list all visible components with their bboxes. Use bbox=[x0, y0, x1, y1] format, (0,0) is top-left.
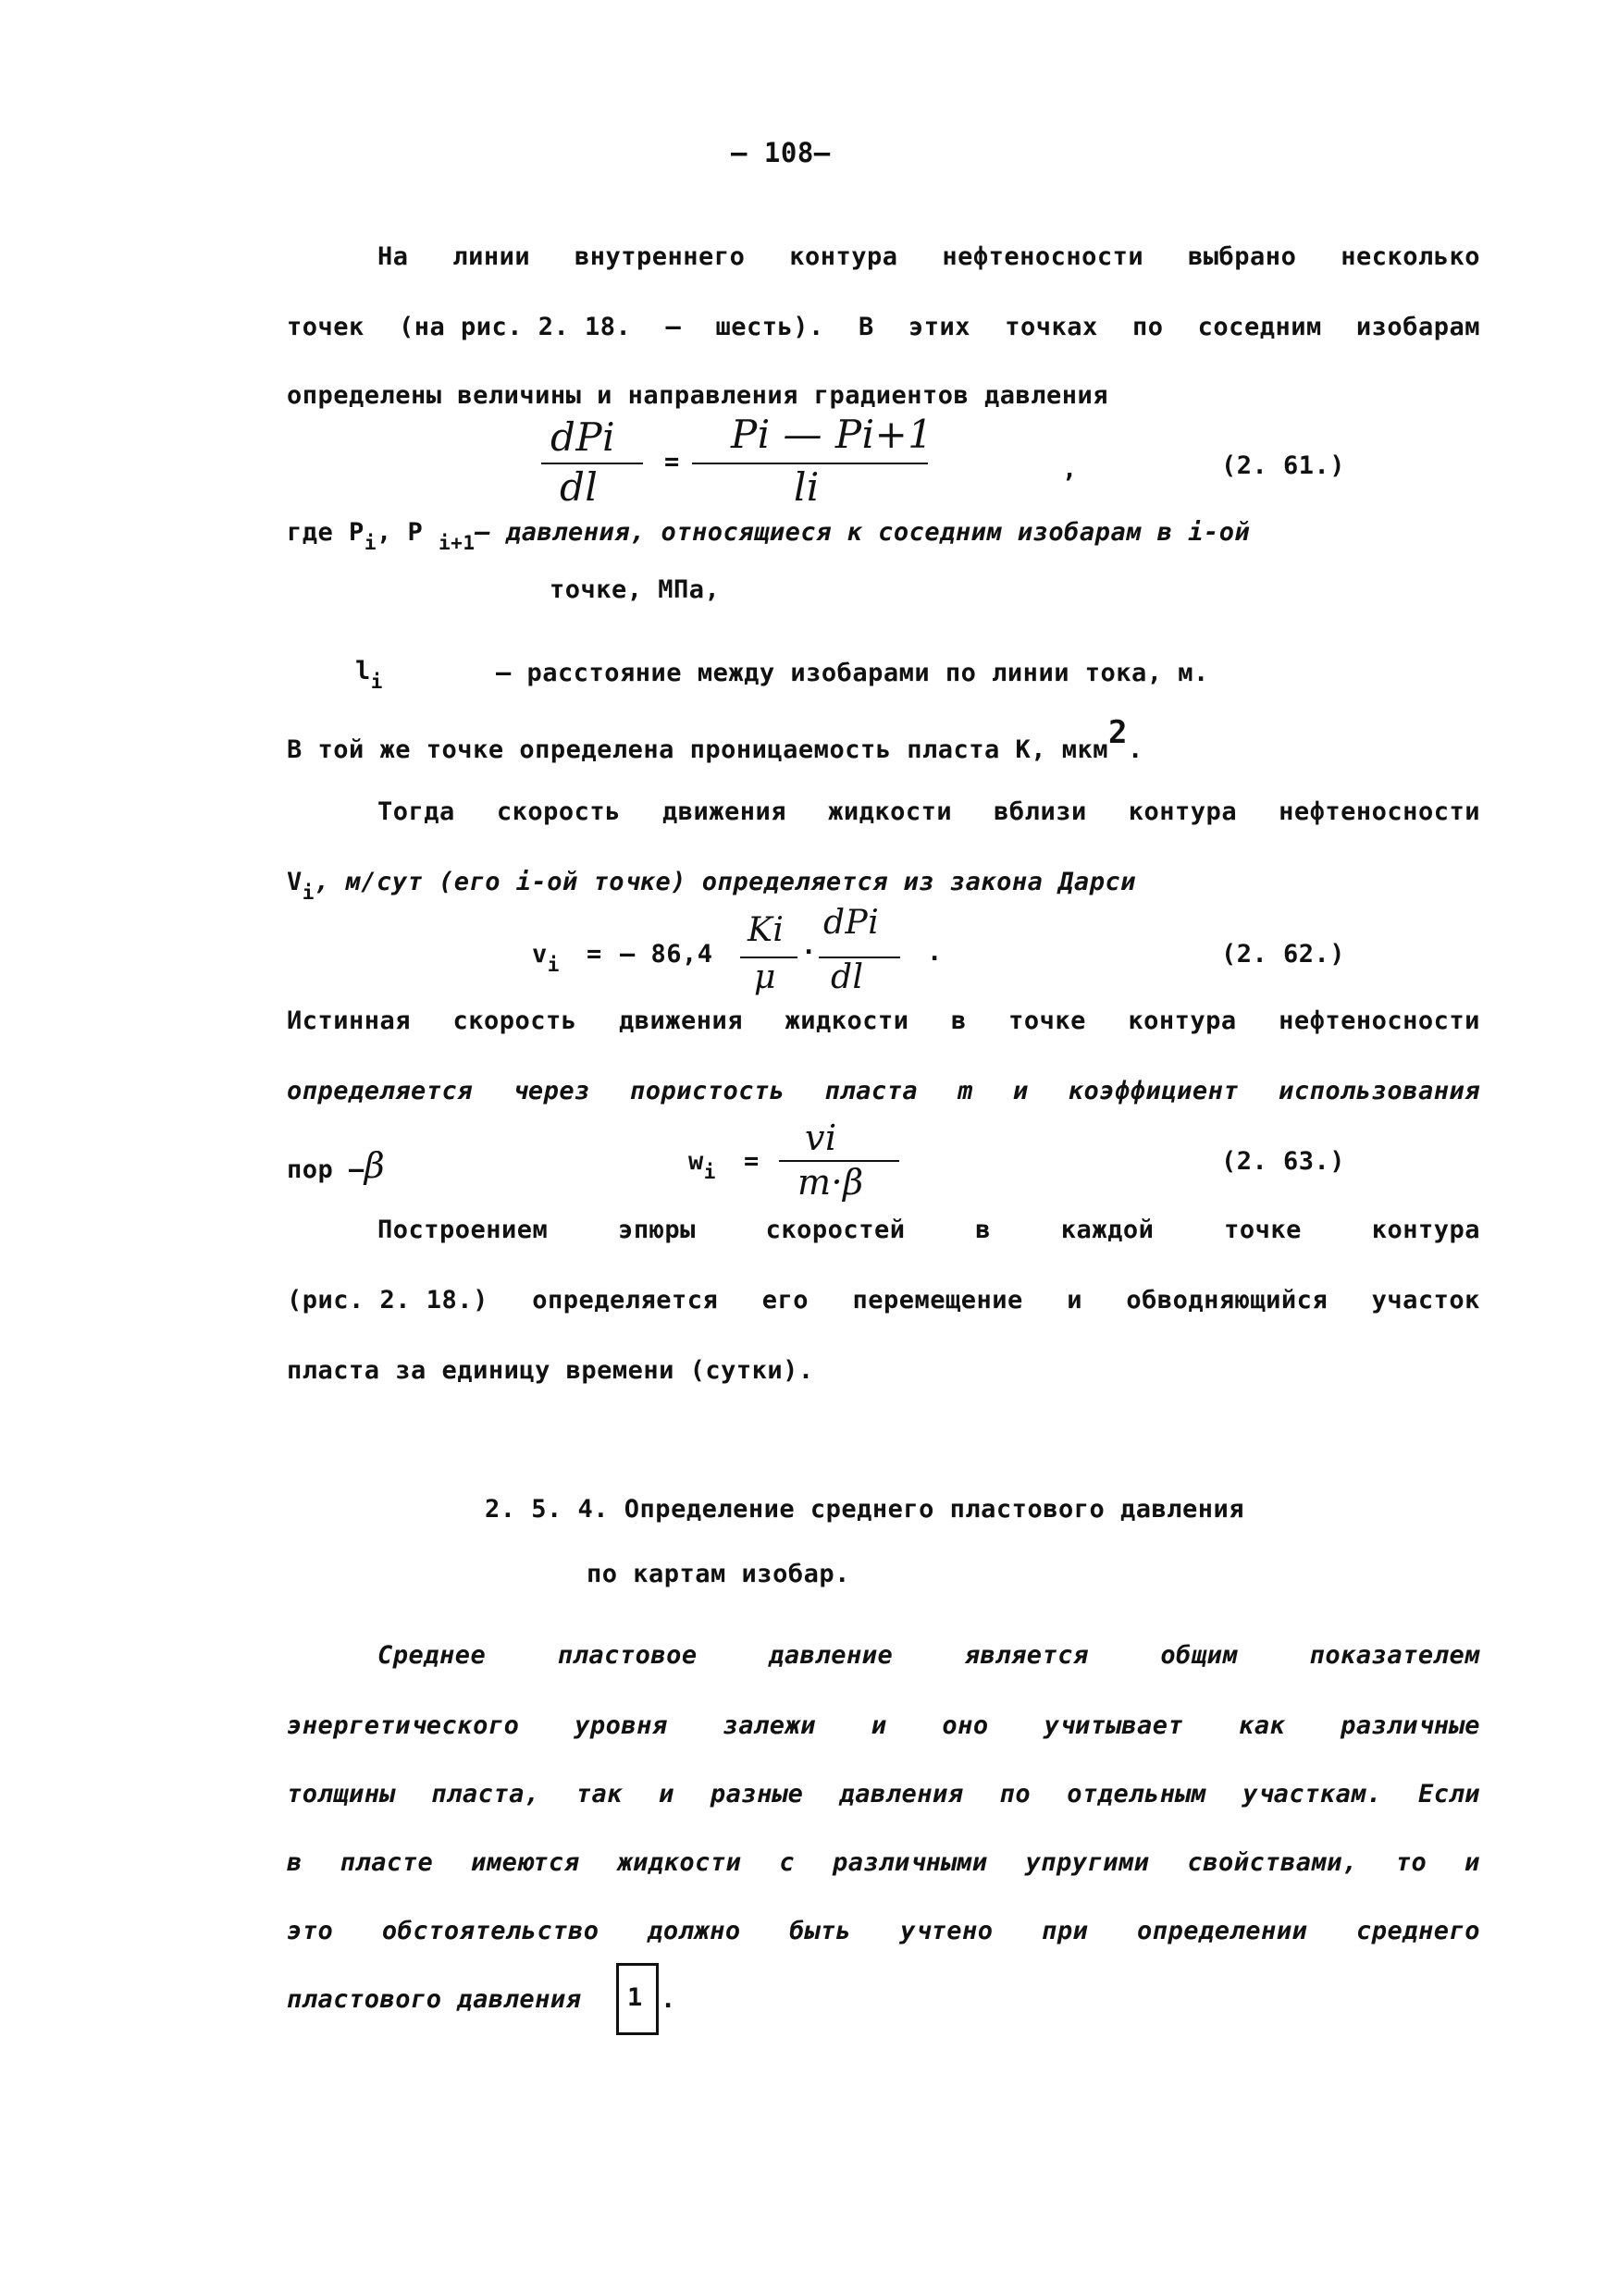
eq61-lhs-numerator: dPi bbox=[550, 414, 616, 460]
eq62-equals: = bbox=[587, 940, 602, 969]
p1-line3: определены величины и направления градиентов давления bbox=[287, 381, 1109, 410]
p4-line1: Построением эпюры скоростей в каждой точке контура bbox=[377, 1216, 1480, 1244]
eq61-comma: , bbox=[1062, 455, 1078, 484]
p3-line3: пор –β bbox=[287, 1145, 386, 1186]
eq61-rhs-numerator: Pi — Pi+1 bbox=[731, 412, 933, 457]
page-number: – 108– bbox=[731, 137, 831, 168]
p3-line2: определяется через пористость пласта m и коэффициент использования bbox=[287, 1077, 1480, 1105]
eq62-mu: μ bbox=[754, 958, 776, 996]
p5-line3: толщины пласта, так и разные давления по отдельным участкам. Если bbox=[287, 1780, 1480, 1808]
section-heading: 2. 5. 4. Определение среднего пластового давления bbox=[485, 1495, 1245, 1524]
section-heading-cont: по картам изобар. bbox=[587, 1560, 850, 1588]
eq61-rhs-denominator: li bbox=[794, 464, 820, 510]
eq61-equals: = bbox=[664, 448, 680, 476]
p5-line6: пластового давления bbox=[287, 1985, 582, 2014]
p5-line1: Среднее пластовое давление является общим показателем bbox=[377, 1641, 1480, 1670]
p3-line1: Истинная скорость движения жидкости в точке контура нефтеносности bbox=[287, 1006, 1480, 1035]
eq63-denominator: m·β bbox=[797, 1162, 864, 1203]
eq61-lhs-denominator: dl bbox=[560, 464, 599, 510]
eq62-k: Ki bbox=[748, 911, 785, 949]
p5-end: . bbox=[661, 1985, 676, 2014]
permeability-line: В той же точке определена проницаемость пласта К, мкм2. bbox=[287, 714, 1143, 764]
p4-line2: (рис. 2. 18.) определяется его перемещение и обводняющийся участок bbox=[287, 1286, 1480, 1315]
eq62-dot: · bbox=[801, 938, 817, 967]
where-line2: $l_i$ bbox=[355, 657, 383, 693]
p2-line1: Тогда скорость движения жидкости вблизи контура нефтеносности bbox=[377, 797, 1480, 826]
p5-line5: это обстоятельство должно быть учтено при определении среднего bbox=[287, 1917, 1480, 1945]
eq62-end: . bbox=[927, 938, 943, 967]
p4-line3: пласта за единицу времени (сутки). bbox=[287, 1356, 814, 1385]
eq63-label: (2. 63.) bbox=[1221, 1147, 1346, 1176]
eq61-label: (2. 61.) bbox=[1221, 451, 1346, 480]
where-line2-desc: – расстояние между изобарами по линии тока, м. bbox=[496, 659, 1209, 687]
eq63-equals: = bbox=[744, 1147, 760, 1176]
p1-line1: На линии внутреннего контура нефтеносности выбрано несколько bbox=[377, 242, 1480, 271]
p5-line2: энергетического уровня залежи и оно учитывает как различные bbox=[287, 1711, 1480, 1740]
p5-line4: в пласте имеются жидкости с различными упругими свойствами, то и bbox=[287, 1848, 1480, 1877]
eq62-label: (2. 62.) bbox=[1221, 940, 1346, 969]
eq62-dp: dPi bbox=[823, 904, 880, 942]
citation-ref: 1 bbox=[627, 1983, 643, 2012]
where-line1-cont: точке, МПа, bbox=[550, 575, 721, 604]
eq62-lhs: $v_i$ bbox=[532, 940, 560, 976]
eq63-numerator: vi bbox=[805, 1117, 837, 1158]
where-line1: где $P_i$, P $_{i+1}$– давления, относящиеся к соседним изобарам в i-ой bbox=[287, 518, 1251, 554]
eq62-dl: dl bbox=[831, 958, 864, 996]
p2-line2: $V_i$, м/сут (его i-ой точке) определяется из закона Дарси bbox=[287, 868, 1136, 904]
p1-line2: точек (на рис. 2. 18. – шесть). В этих точках по соседним изобарам bbox=[287, 313, 1480, 341]
eq62-coefficient: – 86,4 bbox=[620, 940, 713, 969]
eq63-lhs: $w_i$ bbox=[688, 1147, 716, 1183]
